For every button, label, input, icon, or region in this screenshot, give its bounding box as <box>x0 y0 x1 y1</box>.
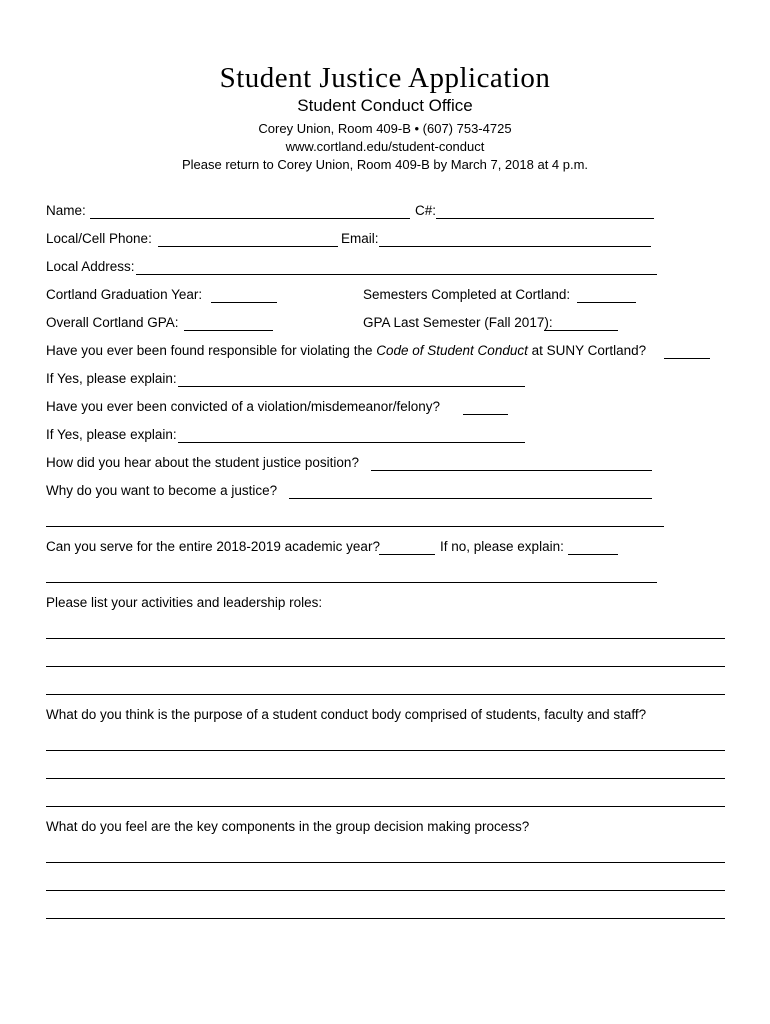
grad-year-field[interactable] <box>211 302 277 303</box>
serve-no-field[interactable] <box>568 554 618 555</box>
c-number-label: C#: <box>415 203 437 218</box>
email-field[interactable] <box>379 246 651 247</box>
c-number-field[interactable] <box>436 218 654 219</box>
why-question: Why do you want to become a justice? <box>46 483 278 498</box>
code-of-conduct-emphasis: Code of Student Conduct <box>376 343 528 358</box>
explain-field-1[interactable] <box>178 386 525 387</box>
name-field[interactable] <box>90 218 410 219</box>
convicted-question: Have you ever been convicted of a violation/misdemeanor/felony? <box>46 399 440 414</box>
semesters-label: Semesters Completed at Cortland: <box>363 287 571 302</box>
convicted-answer-field[interactable] <box>463 414 508 415</box>
grad-year-label: Cortland Graduation Year: <box>46 287 203 302</box>
purpose-line[interactable] <box>46 778 725 779</box>
why-answer-field[interactable] <box>289 498 652 499</box>
components-line[interactable] <box>46 890 725 891</box>
phone-label: Local/Cell Phone: <box>46 231 152 246</box>
serve-no-label: If no, please explain: <box>440 539 564 554</box>
activities-line[interactable] <box>46 638 725 639</box>
activities-line[interactable] <box>46 666 725 667</box>
hear-question: How did you hear about the student justice position? <box>46 455 359 470</box>
purpose-question: What do you think is the purpose of a student conduct body comprised of students, faculty and staff? <box>46 707 647 722</box>
email-label: Email: <box>341 231 379 246</box>
purpose-line[interactable] <box>46 750 725 751</box>
components-line[interactable] <box>46 918 725 919</box>
serve-explain-line[interactable] <box>46 582 657 583</box>
components-question: What do you feel are the key components in the group decision making process? <box>46 819 530 834</box>
gpa-last-label: GPA Last Semester (Fall 2017): <box>363 315 553 330</box>
why-answer-line[interactable] <box>46 526 664 527</box>
explain-label-1: If Yes, please explain: <box>46 371 177 386</box>
form-title: Student Justice Application <box>219 62 551 94</box>
gpa-field[interactable] <box>184 330 273 331</box>
conduct-question: Have you ever been found responsible for violating the Code of Student Conduct at SUNY Cortland? <box>46 343 647 358</box>
explain-field-2[interactable] <box>178 442 525 443</box>
hear-answer-field[interactable] <box>371 470 652 471</box>
conduct-answer-field[interactable] <box>664 358 710 359</box>
activities-question: Please list your activities and leadership roles: <box>46 595 323 610</box>
office-url: www.cortland.edu/student-conduct <box>285 139 485 154</box>
components-line[interactable] <box>46 862 725 863</box>
serve-answer-field[interactable] <box>379 554 435 555</box>
address-label: Local Address: <box>46 259 135 274</box>
gpa-label: Overall Cortland GPA: <box>46 315 179 330</box>
address-field[interactable] <box>136 274 657 275</box>
name-label: Name: <box>46 203 86 218</box>
gpa-last-field[interactable] <box>544 330 618 331</box>
explain-label-2: If Yes, please explain: <box>46 427 177 442</box>
phone-field[interactable] <box>158 246 338 247</box>
return-deadline: Please return to Corey Union, Room 409-B by March 7, 2018 at 4 p.m. <box>181 157 589 172</box>
purpose-line[interactable] <box>46 806 725 807</box>
office-name: Student Conduct Office <box>297 96 473 115</box>
activities-line[interactable] <box>46 694 725 695</box>
semesters-field[interactable] <box>577 302 636 303</box>
office-address: Corey Union, Room 409-B • (607) 753-4725 <box>258 121 512 136</box>
serve-question: Can you serve for the entire 2018-2019 academic year? <box>46 539 380 554</box>
